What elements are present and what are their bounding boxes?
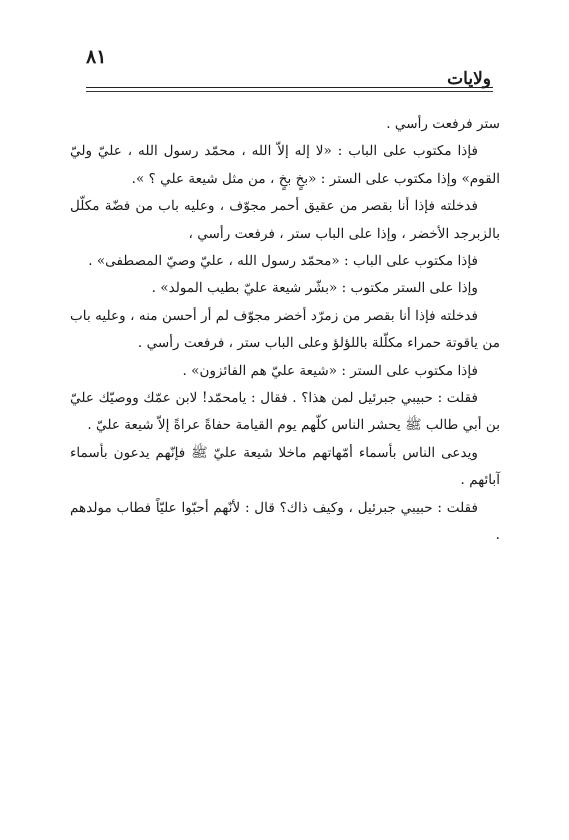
paragraph: فإذا مكتوب على الباب : «محمّد رسول الله ، عليّ وصيّ المصطفى» . [88, 253, 478, 270]
header-rule [86, 87, 493, 88]
body-text [70, 111, 500, 550]
running-title: ولايات [447, 69, 491, 89]
paragraph: ويدعى الناس بأسماء أمّهاتهم ماخلا شيعة عليّ ﷺ فإنّهم يدعون بأسماء آبائهم . [70, 444, 500, 489]
paragraph: فقلت : حبيبي جبرئيل لمن هذا؟ . فقال : يامحمّد! لابن عمّك ووصيّك عليّ بن أبي طالب ﷺ يحشر الناس كلّهم يوم القيامة حفاةً عراةً إلاّ شيعة عليّ . [70, 390, 500, 434]
paragraph: فإذا مكتوب على الباب : «لا إله إلاّ الله ، محمّد رسول الله ، عليّ وليّ القوم» وإذا مكتوب على الستر : «بخٍ بخٍ ، من مثل شيعة علي ؟ ». [70, 143, 500, 187]
paragraph: ستر فرفعت رأسي . [386, 116, 500, 132]
paragraph: فدخلته فإذا أنا بقصر من عقيق أحمر مجوّف ، وعليه باب من فضّة مكلّل بالزبرجد الأخضر ، وإذا على الباب ستر ، فرفعت رأسي ، [70, 198, 500, 242]
page-number: ٨١ [86, 46, 107, 68]
paragraph: فدخلته فإذا أنا بقصر من زمرّد أخضر مجوّف لم أر أحسن منه ، وعليه باب من ياقوتة حمراء مكلّلة باللؤلؤ وعلى الباب ستر ، فرفعت رأسي . [70, 307, 500, 352]
paragraph: فإذا مكتوب على الستر : «شيعة عليّ هم الفائزون» . [182, 362, 478, 379]
paragraph: فقلت : حبيبي جبرئيل ، وكيف ذاك؟ قال : لأنّهم أحبّوا عليّاً فطاب مولدهم . [70, 499, 500, 544]
header-rule-thin [86, 91, 493, 92]
paragraph: وإذا على الستر مكتوب : «بشّر شيعة عليّ بطيب المولد» . [151, 280, 478, 297]
